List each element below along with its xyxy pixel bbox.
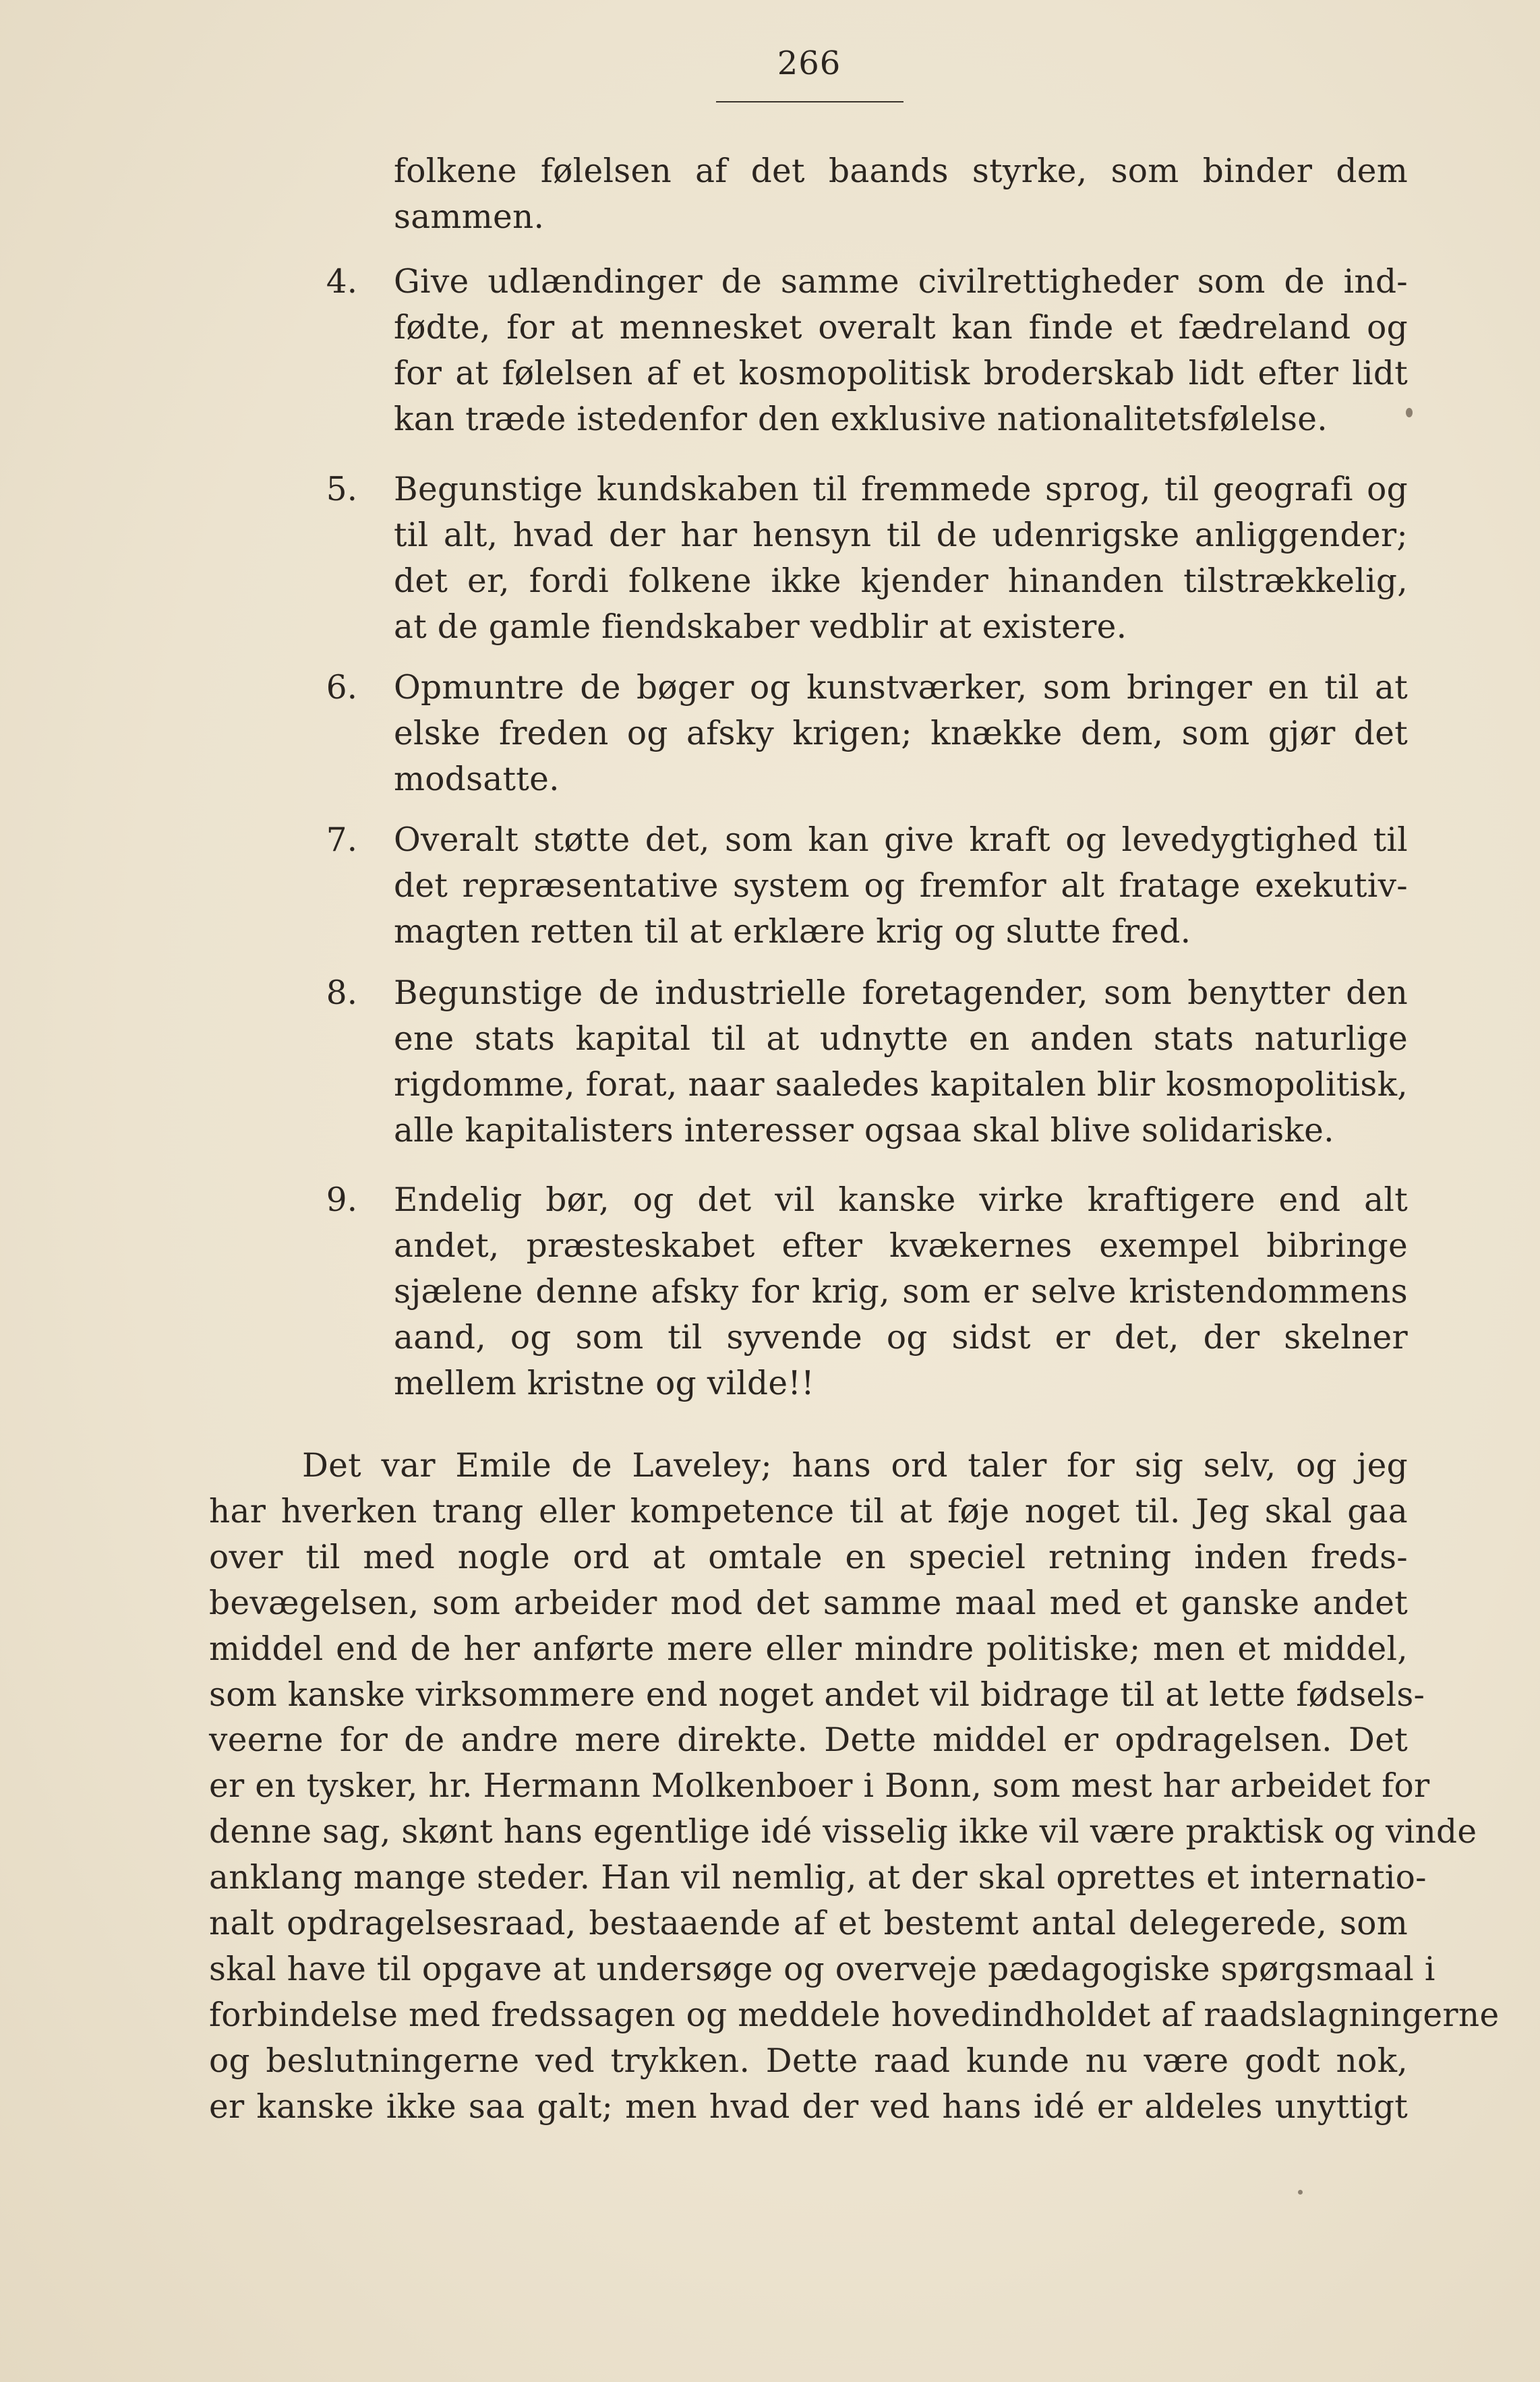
paragraph-line: har hverken trang eller kompetence til at føje noget til. Jeg skal gaa xyxy=(209,1493,1408,1530)
page-number-rule xyxy=(716,101,904,102)
paragraph-line: middel end de her anførte mere eller mindre politiske; men et middel, xyxy=(209,1630,1408,1668)
list-item-number: 8. xyxy=(326,974,357,1012)
paragraph-line: er kanske ikke saa galt; men hvad der ved hans idé er aldeles unyttigt xyxy=(209,2088,1408,2126)
list-item-number: 4. xyxy=(326,263,357,301)
list-item-line: Begunstige de industrielle foretagender, som benytter den xyxy=(394,974,1408,1012)
list-item-line: Give udlændinger de samme civilrettigheder som de ind- xyxy=(394,263,1408,301)
list-item-line: kan træde istedenfor den exklusive nationalitetsfølelse. xyxy=(394,400,1328,438)
list-item-line: modsatte. xyxy=(394,761,560,798)
paragraph-line: skal have til opgave at undersøge og overveje pædagogiske spørgsmaal i xyxy=(209,1951,1435,1988)
list-item-line: til alt, hvad der har hensyn til de udenrigske anliggender; xyxy=(394,516,1408,554)
list-item-line: andet, præsteskabet efter kvækernes exempel bibringe xyxy=(394,1227,1408,1265)
list-item-number: 9. xyxy=(326,1181,357,1219)
paragraph-line: over til med nogle ord at omtale en speciel retning inden freds- xyxy=(209,1539,1408,1576)
list-item-line: folkene følelsen af det baands styrke, som binder dem xyxy=(394,152,1408,190)
paragraph-line: er en tysker, hr. Hermann Molkenboer i Bonn, som mest har arbeidet for xyxy=(209,1767,1430,1805)
page-number: 266 xyxy=(777,44,841,82)
list-item-line: Overalt støtte det, som kan give kraft og levedygtighed til xyxy=(394,821,1408,859)
list-item-line: mellem kristne og vilde!! xyxy=(394,1365,815,1402)
paper-speck xyxy=(1298,2190,1303,2195)
list-item-line: alle kapitalisters interesser ogsaa skal blive solidariske. xyxy=(394,1112,1334,1150)
list-item-line: elske freden og afsky krigen; knække dem, som gjør det xyxy=(394,715,1408,752)
list-item-line: det repræsentative system og fremfor alt fratage exekutiv- xyxy=(394,867,1408,905)
list-item-line: ene stats kapital til at udnytte en anden stats naturlige xyxy=(394,1020,1408,1058)
list-item-line: det er, fordi folkene ikke kjender hinanden tilstrækkelig, xyxy=(394,562,1408,600)
list-item-line: Begunstige kundskaben til fremmede sprog, til geografi og xyxy=(394,471,1408,508)
paragraph-line: Det var Emile de Laveley; hans ord taler for sig selv, og jeg xyxy=(302,1447,1408,1485)
paper-speck xyxy=(1406,408,1413,417)
list-item-line: Endelig bør, og det vil kanske virke kraftigere end alt xyxy=(394,1181,1408,1219)
list-item-line: rigdomme, forat, naar saaledes kapitalen blir kosmopolitisk, xyxy=(394,1066,1408,1104)
paragraph-line: som kanske virksommere end noget andet vil bidrage til at lette fødsels- xyxy=(209,1676,1425,1714)
list-item-number: 7. xyxy=(326,821,357,859)
list-item-line: Opmuntre de bøger og kunstværker, som bringer en til at xyxy=(394,669,1408,707)
paragraph-line: bevægelsen, som arbeider mod det samme maal med et ganske andet xyxy=(209,1584,1408,1622)
list-item-line: sammen. xyxy=(394,198,545,236)
list-item-line: sjælene denne afsky for krig, som er selve kristendommens xyxy=(394,1273,1408,1311)
paragraph-line: veerne for de andre mere direkte. Dette middel er opdragelsen. Det xyxy=(209,1721,1408,1759)
list-item-line: at de gamle fiendskaber vedblir at existere. xyxy=(394,608,1127,646)
list-item-line: magten retten til at erklære krig og slutte fred. xyxy=(394,913,1191,951)
paragraph-line: forbindelse med fredssagen og meddele hovedindholdet af raadslagningerne xyxy=(209,1996,1500,2034)
paragraph-line: nalt opdragelsesraad, bestaaende af et bestemt antal delegerede, som xyxy=(209,1905,1408,1942)
list-item-number: 6. xyxy=(326,669,357,707)
paragraph-line: anklang mange steder. Han vil nemlig, at der skal oprettes et internatio- xyxy=(209,1859,1427,1897)
list-item-line: for at følelsen af et kosmopolitisk broderskab lidt efter lidt xyxy=(394,355,1408,392)
list-item-line: aand, og som til syvende og sidst er det, der skelner xyxy=(394,1319,1408,1357)
paragraph-line: og beslutningerne ved trykken. Dette raad kunde nu være godt nok, xyxy=(209,2042,1408,2080)
list-item-line: fødte, for at mennesket overalt kan finde et fædreland og xyxy=(394,309,1408,347)
list-item-number: 5. xyxy=(326,471,357,508)
paragraph-line: denne sag, skønt hans egentlige idé visselig ikke vil være praktisk og vinde xyxy=(209,1813,1477,1851)
